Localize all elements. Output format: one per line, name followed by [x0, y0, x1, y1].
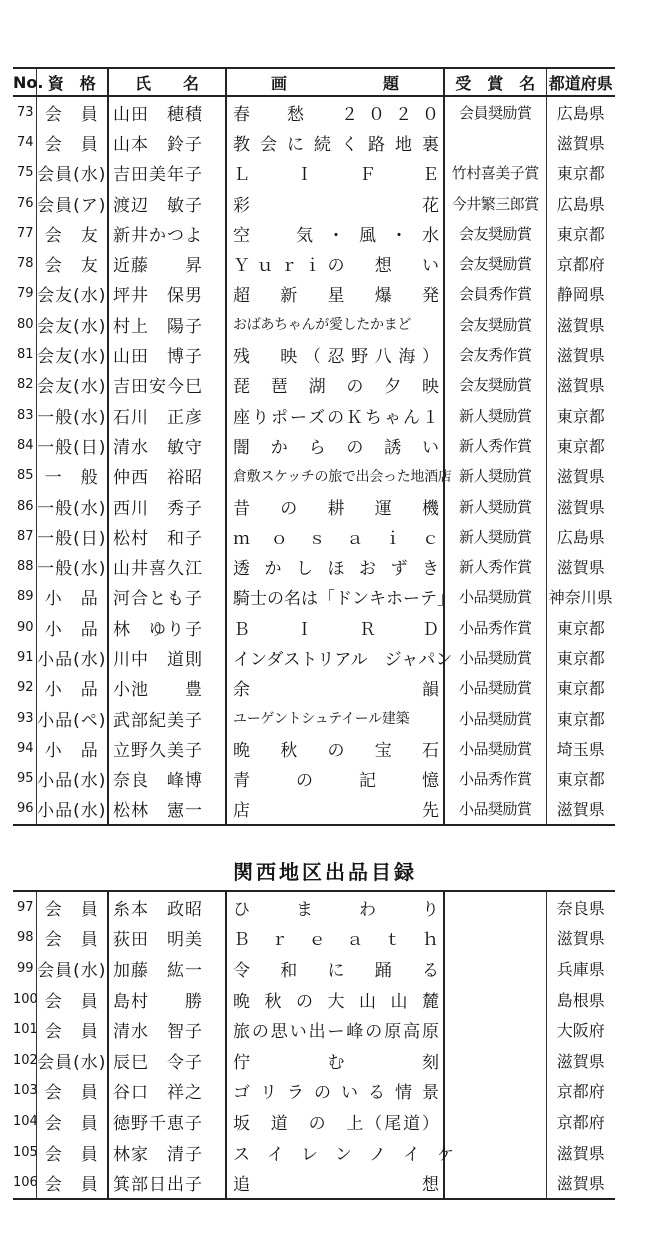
artwork-title	[226, 279, 444, 309]
prefecture: 滋賀県	[546, 1045, 615, 1076]
entry-number: 106	[13, 1175, 38, 1191]
entry-number: 80	[16, 316, 34, 332]
artwork-title-text: 春 愁 ２０２０	[233, 104, 439, 125]
entry-number: 103	[13, 1083, 38, 1099]
prefecture: 東京都	[546, 612, 615, 642]
artwork-title	[226, 984, 444, 1015]
artwork-title	[226, 400, 444, 430]
artist-name: 武部紀美子	[108, 703, 226, 733]
artist-name: 山井喜久江	[108, 551, 226, 581]
entry-number: 99	[16, 960, 34, 976]
prefecture: 滋賀県	[546, 1137, 615, 1168]
artwork-title-text: 倉敷スケッチの旅で出会った地酒店	[233, 468, 452, 485]
artwork-title-text: 昔 の 耕 運 機	[233, 498, 439, 519]
artist-name: 仲西 裕昭	[108, 461, 226, 491]
artwork-title-text: 超 新 星 爆 発	[233, 286, 439, 307]
table-row	[13, 891, 615, 923]
prefecture: 滋賀県	[546, 461, 615, 491]
entry-number: 97	[16, 899, 34, 915]
artwork-title-text: ひ ま わ り	[233, 899, 439, 920]
artwork-title	[226, 248, 444, 278]
entry-number: 102	[13, 1052, 38, 1068]
artwork-title-text: 晩秋の大山山麓	[233, 991, 439, 1012]
qualification: 会友(水)	[36, 370, 108, 400]
qualification: 一般(日)	[36, 521, 108, 551]
artwork-title-text: 騎士の名は「ドンキホーテ」	[233, 589, 454, 610]
prefecture: 大阪府	[546, 1014, 615, 1045]
qualification: 小品(水)	[36, 794, 108, 825]
artwork-title-text: 闇 か ら の 誘 い	[233, 437, 439, 458]
table-row	[13, 96, 615, 127]
prefecture: 東京都	[546, 642, 615, 672]
artist-name: 島村 勝	[108, 984, 226, 1015]
table-row	[13, 764, 615, 794]
artwork-title-text: Ｙｕｒｉの 想 い	[233, 256, 439, 277]
table-row	[13, 127, 615, 157]
table-body	[13, 891, 615, 1199]
header-qualification: 資 格	[36, 68, 108, 96]
artwork-title-text: ｍ ｏ ｓ ａ ｉ ｃ	[233, 528, 439, 549]
table-row	[13, 430, 615, 460]
artwork-title	[226, 582, 454, 612]
artist-name: 山田 穂積	[108, 96, 226, 127]
table-row	[13, 923, 615, 954]
prefecture: 兵庫県	[546, 953, 615, 984]
header-prefecture: 都道府県	[546, 68, 615, 96]
award-name: 小品奨励賞	[444, 642, 546, 672]
artwork-title	[226, 703, 444, 733]
award-name: 新人奨励賞	[444, 521, 546, 551]
artist-name: 河合とも子	[108, 582, 226, 612]
artwork-title-text: 令 和 に 踊 る	[233, 960, 439, 981]
award-name	[444, 1106, 546, 1137]
artwork-title-text: 空 気・風・水	[233, 225, 439, 246]
entry-number: 96	[16, 801, 34, 817]
artwork-title-text: ス イ レ ン ノ イ ケ	[233, 1144, 454, 1165]
award-name	[444, 1014, 546, 1045]
entry-number: 88	[16, 559, 34, 575]
qualification: 一般(水)	[36, 491, 108, 521]
artwork-title	[226, 96, 444, 127]
qualification: 会 員	[36, 1167, 108, 1199]
qualification: 会友(水)	[36, 339, 108, 369]
entry-number: 94	[16, 740, 34, 756]
qualification: 会 員	[36, 96, 108, 127]
artist-name: 清水 智子	[108, 1014, 226, 1045]
kansai-catalog-table	[13, 890, 615, 1200]
award-name: 会友秀作賞	[444, 339, 546, 369]
artwork-title-text: ゴリラのいる情景	[233, 1083, 439, 1104]
table-row	[13, 642, 615, 672]
entry-number: 100	[13, 991, 38, 1007]
award-name: 小品奨励賞	[444, 794, 546, 825]
artwork-title-text: 彩 花	[233, 195, 439, 216]
qualification: 一般(日)	[36, 430, 108, 460]
prefecture: 滋賀県	[546, 309, 615, 339]
prefecture: 埼玉県	[546, 733, 615, 763]
artist-name: 吉田美年子	[108, 158, 226, 188]
qualification: 会 員	[36, 1137, 108, 1168]
award-name: 会友奨励賞	[444, 370, 546, 400]
header-no: No.	[13, 68, 36, 96]
qualification: 会 員	[36, 1076, 108, 1107]
artwork-title	[226, 158, 444, 188]
entry-number: 93	[16, 710, 34, 726]
award-name: 小品秀作賞	[444, 764, 546, 794]
artist-name: 谷口 祥之	[108, 1076, 226, 1107]
entry-number: 91	[16, 649, 34, 665]
entry-number: 90	[16, 619, 34, 635]
entry-number: 98	[16, 930, 34, 946]
award-name: 小品奨励賞	[444, 703, 546, 733]
qualification: 小 品	[36, 673, 108, 703]
award-name	[444, 1167, 546, 1199]
artwork-title	[226, 188, 444, 218]
artist-name: 新井かつよ	[108, 218, 226, 248]
award-name	[444, 1137, 546, 1168]
artwork-title	[226, 764, 444, 794]
award-name	[444, 1076, 546, 1107]
award-name: 会友奨励賞	[444, 218, 546, 248]
artist-name: 糸本 政昭	[108, 891, 226, 923]
artwork-title	[226, 218, 444, 248]
prefecture: 滋賀県	[546, 794, 615, 825]
artist-name: 箕部日出子	[108, 1167, 226, 1199]
artwork-title-text: Ｌ Ｉ Ｆ Ｅ	[233, 165, 439, 186]
table-row	[13, 279, 615, 309]
award-name: 新人秀作賞	[444, 551, 546, 581]
prefecture: 東京都	[546, 764, 615, 794]
artwork-title	[226, 1045, 444, 1076]
artist-name: 辰巳 令子	[108, 1045, 226, 1076]
qualification: 一般(水)	[36, 551, 108, 581]
artwork-title-text: 琵 琶 湖 の 夕 映	[233, 377, 439, 398]
entry-number: 95	[16, 771, 34, 787]
table-row	[13, 984, 615, 1015]
table-row	[13, 158, 615, 188]
entry-number: 81	[16, 347, 34, 363]
qualification: 会員(水)	[36, 1045, 108, 1076]
artist-name: 山田 博子	[108, 339, 226, 369]
artwork-title	[226, 370, 444, 400]
table-row	[13, 521, 615, 551]
qualification: 会員(ア)	[36, 188, 108, 218]
table-row	[13, 188, 615, 218]
header-name: 氏 名	[108, 68, 226, 96]
qualification: 小品(水)	[36, 642, 108, 672]
table-row	[13, 248, 615, 278]
table-row	[13, 400, 615, 430]
header-title: 画 題	[226, 68, 444, 96]
artwork-title	[226, 953, 444, 984]
award-name: 会友奨励賞	[444, 248, 546, 278]
artwork-title	[226, 642, 453, 672]
artist-name: 立野久美子	[108, 733, 226, 763]
award-name: 竹村喜美子賞	[444, 158, 546, 188]
artwork-title	[226, 339, 444, 369]
prefecture: 滋賀県	[546, 370, 615, 400]
table-row	[13, 461, 615, 491]
artwork-title-text: 残 映（忍野八海）	[233, 347, 439, 368]
entry-number: 79	[16, 286, 34, 302]
artwork-title-text: 店 先	[233, 801, 439, 822]
qualification: 会 員	[36, 1014, 108, 1045]
qualification: 会 員	[36, 891, 108, 923]
section-title: 関西地区出品目録	[233, 860, 417, 884]
table-row	[13, 1167, 615, 1199]
artwork-title	[226, 1076, 444, 1107]
table-row	[13, 551, 615, 581]
artwork-title-text: おばあちゃんが愛したかまど	[233, 317, 412, 334]
artist-name: 松村 和子	[108, 521, 226, 551]
award-name: 新人奨励賞	[444, 461, 546, 491]
artwork-title-text: 旅の思い出ー峰の原高原	[233, 1022, 439, 1043]
artist-name: 坪井 保男	[108, 279, 226, 309]
artist-name: 林 ゆり子	[108, 612, 226, 642]
qualification: 会 員	[36, 923, 108, 954]
table-row	[13, 582, 615, 612]
qualification: 小 品	[36, 582, 108, 612]
artwork-title	[226, 733, 444, 763]
award-name: 会友奨励賞	[444, 309, 546, 339]
artwork-title	[226, 1106, 444, 1137]
table-header	[13, 68, 615, 96]
table-row	[13, 491, 615, 521]
artwork-title	[226, 521, 444, 551]
prefecture: 奈良県	[546, 891, 615, 923]
prefecture: 静岡県	[546, 279, 615, 309]
award-name	[444, 923, 546, 954]
artwork-title	[226, 1014, 444, 1045]
artist-name: 村上 陽子	[108, 309, 226, 339]
artist-name: 山本 鈴子	[108, 127, 226, 157]
table-row	[13, 733, 615, 763]
table-row	[13, 673, 615, 703]
qualification: 会 員	[36, 984, 108, 1015]
table-row	[13, 1076, 615, 1107]
artist-name: 小池 豊	[108, 673, 226, 703]
artwork-title	[226, 551, 444, 581]
entry-number: 86	[16, 498, 34, 514]
artwork-title-text: ユーゲントシュテイール建築	[233, 711, 410, 728]
award-name: 小品秀作賞	[444, 612, 546, 642]
artist-name: 吉田安今巳	[108, 370, 226, 400]
prefecture: 京都府	[546, 248, 615, 278]
artwork-title	[226, 461, 452, 491]
artwork-title-text: 晩 秋 の 宝 石	[233, 740, 439, 761]
prefecture: 京都府	[546, 1076, 615, 1107]
entry-number: 101	[13, 1022, 38, 1038]
prefecture: 東京都	[546, 430, 615, 460]
qualification: 小品(水)	[36, 764, 108, 794]
prefecture: 滋賀県	[546, 923, 615, 954]
prefecture: 滋賀県	[546, 127, 615, 157]
award-name: 新人奨励賞	[444, 400, 546, 430]
artwork-title-text: 座りポーズのＫちゃん１	[233, 407, 439, 428]
award-name: 小品奨励賞	[444, 582, 546, 612]
artist-name: 加藤 紘一	[108, 953, 226, 984]
prefecture: 広島県	[546, 96, 615, 127]
prefecture: 滋賀県	[546, 339, 615, 369]
header-award: 受 賞 名	[444, 68, 546, 96]
entry-number: 104	[13, 1113, 38, 1129]
award-name: 会員奨励賞	[444, 96, 546, 127]
entry-number: 82	[16, 377, 34, 393]
qualification: 会員(水)	[36, 158, 108, 188]
artwork-title-text: Ｂ Ｉ Ｒ Ｄ	[233, 619, 439, 640]
entry-number: 85	[16, 468, 34, 484]
artist-name: 石川 正彦	[108, 400, 226, 430]
prefecture: 東京都	[546, 218, 615, 248]
qualification: 会 友	[36, 218, 108, 248]
artwork-title	[226, 612, 444, 642]
table-body	[13, 96, 615, 825]
entry-number: 78	[16, 256, 34, 272]
prefecture: 滋賀県	[546, 491, 615, 521]
artwork-title	[226, 673, 444, 703]
artwork-title-text: 余 韻	[233, 680, 439, 701]
artwork-title	[226, 1167, 444, 1199]
prefecture: 島根県	[546, 984, 615, 1015]
award-name: 会員秀作賞	[444, 279, 546, 309]
artist-name: 清水 敏守	[108, 430, 226, 460]
artist-name: 渡辺 敏子	[108, 188, 226, 218]
award-name	[444, 984, 546, 1015]
prefecture: 東京都	[546, 703, 615, 733]
entry-number: 76	[16, 195, 34, 211]
catalog-table	[13, 67, 615, 826]
award-name: 小品奨励賞	[444, 673, 546, 703]
artist-name: 奈良 峰博	[108, 764, 226, 794]
table-row	[13, 370, 615, 400]
artist-name: 西川 秀子	[108, 491, 226, 521]
table-row	[13, 1045, 615, 1076]
qualification: 会友(水)	[36, 309, 108, 339]
artwork-title	[226, 891, 444, 923]
award-name	[444, 127, 546, 157]
entry-number: 89	[16, 589, 34, 605]
artist-name: 川中 道則	[108, 642, 226, 672]
artwork-title-text: インダストリアル ジャパン	[233, 649, 453, 670]
prefecture: 滋賀県	[546, 551, 615, 581]
table-row	[13, 953, 615, 984]
entry-number: 83	[16, 407, 34, 423]
artwork-title	[226, 127, 444, 157]
award-name: 新人秀作賞	[444, 430, 546, 460]
award-name	[444, 1045, 546, 1076]
artwork-title-text: 透かしほおずき	[233, 559, 439, 580]
entry-number: 84	[16, 437, 34, 453]
prefecture: 滋賀県	[546, 1167, 615, 1199]
award-name: 新人奨励賞	[444, 491, 546, 521]
entry-number: 105	[13, 1144, 38, 1160]
table-row	[13, 218, 615, 248]
table-row	[13, 1014, 615, 1045]
artwork-title-text: 教会に続く路地裏	[233, 134, 439, 155]
entry-number: 73	[16, 104, 34, 120]
artwork-title	[226, 309, 444, 339]
artwork-title	[226, 430, 444, 460]
entry-number: 87	[16, 528, 34, 544]
artist-name: 林家 清子	[108, 1137, 226, 1168]
table-row	[13, 1137, 615, 1168]
prefecture: 神奈川県	[546, 582, 615, 612]
prefecture: 京都府	[546, 1106, 615, 1137]
entry-number: 92	[16, 680, 34, 696]
qualification: 会友(水)	[36, 279, 108, 309]
qualification: 一 般	[36, 461, 108, 491]
entry-number: 77	[16, 225, 34, 241]
qualification: 会員(水)	[36, 953, 108, 984]
entry-number: 74	[16, 134, 34, 150]
artist-name: 近藤 昇	[108, 248, 226, 278]
prefecture: 広島県	[546, 188, 615, 218]
artist-name: 徳野千恵子	[108, 1106, 226, 1137]
artwork-title-text: Ｂ ｒ ｅ ａ ｔ ｈ	[233, 930, 439, 951]
qualification: 一般(水)	[36, 400, 108, 430]
table-row	[13, 612, 615, 642]
table-row	[13, 794, 615, 825]
award-name: 小品奨励賞	[444, 733, 546, 763]
prefecture: 東京都	[546, 673, 615, 703]
table-row	[13, 703, 615, 733]
prefecture: 広島県	[546, 521, 615, 551]
award-name	[444, 891, 546, 923]
entry-number: 75	[16, 165, 34, 181]
table-row	[13, 1106, 615, 1137]
table-row	[13, 309, 615, 339]
prefecture: 東京都	[546, 158, 615, 188]
artwork-title-text: 佇 む 刻	[233, 1052, 439, 1073]
prefecture: 東京都	[546, 400, 615, 430]
artwork-title	[226, 794, 444, 825]
artwork-title-text: 坂 道 の 上（尾道）	[233, 1113, 439, 1134]
artist-name: 荻田 明美	[108, 923, 226, 954]
qualification: 会 員	[36, 127, 108, 157]
qualification: 小 品	[36, 612, 108, 642]
artist-name: 松林 憲一	[108, 794, 226, 825]
qualification: 小 品	[36, 733, 108, 763]
artwork-title-text: 青 の 記 憶	[233, 771, 439, 792]
award-name	[444, 953, 546, 984]
qualification: 会 員	[36, 1106, 108, 1137]
table-row	[13, 339, 615, 369]
artwork-title	[226, 491, 444, 521]
qualification: 会 友	[36, 248, 108, 278]
qualification: 小品(ペ)	[36, 703, 108, 733]
artwork-title	[226, 923, 444, 954]
artwork-title-text: 追 想	[233, 1175, 439, 1196]
artwork-title	[226, 1137, 454, 1168]
award-name: 今井繁三郎賞	[444, 188, 546, 218]
